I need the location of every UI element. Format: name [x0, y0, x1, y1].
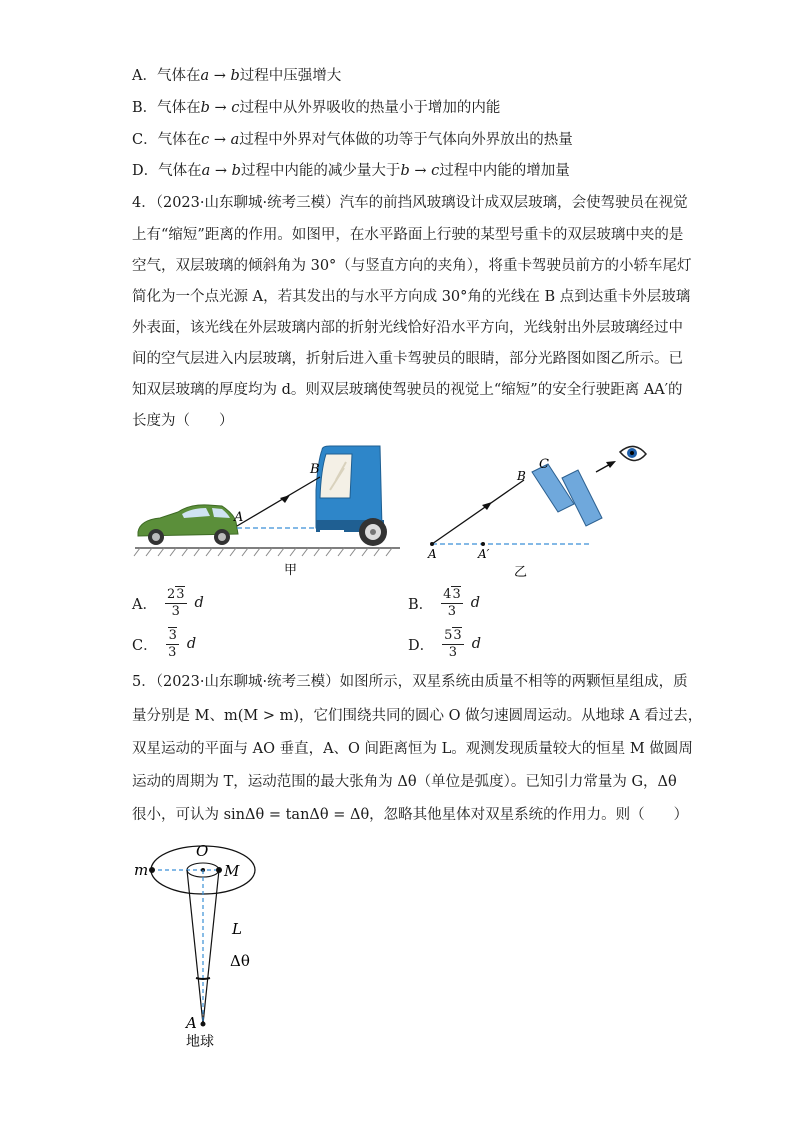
q4-option-d: D． $\frac{53}{3}$ d: [408, 628, 481, 660]
q5-line-1: 5．（2023·山东聊城·统考三模）如图所示，双星系统由质量不相等的两颗恒星组成，质: [132, 674, 688, 690]
q5-line-4: 运动的周期为 T，运动范围的最大张角为 Δθ（单位是弧度）。已知引力常量为 G，Δθ: [132, 774, 677, 790]
yi-label-c: C: [539, 457, 549, 472]
q4-line-4: 简化为一个点光源 A，若其发出的与水平方向成 30°角的光线在 B 点到达重卡外层玻璃: [132, 289, 691, 305]
q4-line-3: 空气，双层玻璃的倾斜角为 30°（与竖直方向的夹角），将重卡驾驶员前方的小轿车尾灯: [132, 258, 692, 274]
figure-binary-star: [128, 838, 278, 1053]
q3-option-d: D．气体在a → b过程中内能的减少量大于b → c过程中内能的增加量: [132, 163, 570, 179]
label-a: A: [186, 1014, 197, 1032]
q4-line-8: 长度为（ ）: [132, 413, 234, 429]
q4-line-1: 4．（2023·山东聊城·统考三模）汽车的前挡风玻璃设计成双层玻璃，会使驾驶员在视觉: [132, 195, 688, 211]
q3-option-b: B．气体在b → c过程中从外界吸收的热量小于增加的内能: [132, 100, 501, 116]
label-m: m: [134, 861, 149, 879]
label-earth: 地球: [186, 1034, 214, 1050]
q4-option-c: C． $\frac{3}{3}$ d: [132, 628, 197, 660]
figure-yi: [420, 432, 670, 582]
q5-line-3: 双星运动的平面与 AO 垂直，A、O 间距离恒为 L。观测发现质量较大的恒星 M 做圆周: [132, 741, 693, 757]
q5-line-5: 很小，可认为 sinΔθ = tanΔθ = Δθ，忽略其他星体对双星系统的作用力。则（ ）: [132, 807, 689, 823]
yi-label-a: A: [428, 547, 437, 561]
truck-icon: [316, 446, 387, 546]
label-delta-theta: Δθ: [230, 952, 250, 970]
label-M: M: [224, 862, 240, 880]
jia-caption: 甲: [284, 563, 298, 578]
label-l: L: [232, 920, 242, 938]
jia-label-b: B: [310, 462, 320, 477]
q4-line-6: 间的空气层进入内层玻璃，折射后进入重卡驾驶员的眼睛，部分光路图如图乙所示。已: [132, 351, 683, 367]
q4-line-5: 外表面，该光线在外层玻璃内部的折射光线恰好沿水平方向，光线射出外层玻璃经过中: [132, 320, 683, 336]
label-o: O: [196, 842, 209, 860]
figure-jia: [130, 440, 405, 580]
q4-line-7: 知双层玻璃的厚度均为 d。则双层玻璃使驾驶员的视觉上“缩短”的安全行驶距离 AA′的: [132, 382, 683, 398]
q4-line-2: 上有“缩短”距离的作用。如图甲，在水平路面上行驶的某型号重卡的双层玻璃中夹的是: [132, 227, 684, 243]
q3-option-c: C．气体在c → a过程中外界对气体做的功等于气体向外界放出的热量: [132, 132, 573, 148]
q3-option-a: A．气体在a → b过程中压强增大: [132, 68, 342, 84]
car-icon: [138, 505, 238, 545]
yi-label-b: B: [517, 469, 526, 483]
eye-icon: [620, 446, 646, 460]
q5-line-2: 量分别是 M、m(M > m)，它们围绕共同的圆心 O 做匀速圆周运动。从地球 A 看过去，: [132, 708, 703, 724]
yi-label-a-prime: A′: [478, 547, 490, 561]
yi-caption: 乙: [514, 565, 528, 580]
q4-option-a: A． $\frac{23}{3}$ d: [132, 587, 204, 619]
jia-label-a: A: [234, 510, 244, 525]
q4-option-b: B． $\frac{43}{3}$ d: [408, 587, 481, 619]
